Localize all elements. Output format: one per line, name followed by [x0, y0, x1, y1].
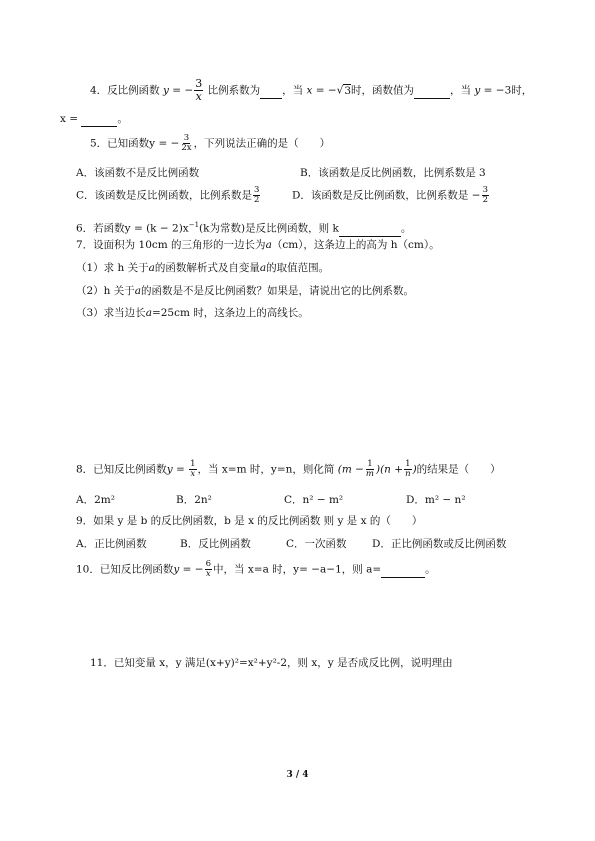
q4-blank-3[interactable]: [81, 112, 117, 127]
q9-stem: 9．如果 y 是 b 的反比例函数，b 是 x 的反比例函数 则 y 是 x 的（ ）: [76, 515, 423, 527]
q4-end: 。: [117, 113, 128, 125]
q6-blank[interactable]: [339, 222, 401, 237]
q4-y2-var: y: [474, 84, 481, 97]
q5-optc-num: 3: [254, 185, 260, 195]
q4-line2: [60, 112, 128, 127]
q5-option-d-fraction: [482, 186, 489, 205]
q5-option-d-text: D．该函数是反比例函数，比例系数是 −: [292, 189, 481, 202]
q7-sub-1: [76, 261, 329, 275]
q7-s2-a-var: a: [134, 285, 142, 297]
q10-eq: = −: [179, 563, 204, 576]
q8-f2-den: n: [405, 469, 411, 479]
q4-frac-num: 3: [195, 77, 203, 90]
q7-stem: [76, 238, 440, 252]
q7-s1-b-var: a: [259, 262, 267, 274]
q9-option-a[interactable]: A．正比例函数: [76, 538, 147, 550]
q8-frac-num: 1: [190, 459, 196, 469]
q5-fraction: [180, 134, 192, 153]
q8-stem-c: 的结果是（ ）: [416, 463, 501, 476]
q9-option-d[interactable]: D．正比例函数或反比例函数: [372, 538, 507, 550]
q5-frac-num: 3: [183, 133, 190, 143]
q4-text-1: 反比例函数: [107, 84, 160, 97]
q6-text-b: (k为常数)是反比例函数，则 k: [199, 222, 339, 235]
q8-expr-b: )(n +: [375, 463, 404, 476]
q4-sqrt-value: 3: [344, 84, 352, 97]
q10-stem-c: 。: [425, 563, 436, 576]
q7-s3-a: （3）求当边长: [76, 307, 146, 319]
q5-option-c[interactable]: [76, 186, 261, 205]
q7-stem-b: （cm），这条边上的高为 h（cm）。: [271, 239, 440, 251]
q8-option-a[interactable]: A．2m²: [76, 494, 115, 506]
q4-text-4: 时，函数值为: [351, 84, 415, 97]
q9-option-c[interactable]: C．一次函数: [286, 538, 347, 550]
q4-text-5: ，当: [450, 84, 472, 97]
q10-frac-den: x: [205, 569, 211, 579]
q5-stem-a: 5．已知函数y = −: [90, 137, 180, 150]
q4-number: 4．: [90, 84, 108, 97]
q8-f1-den: m: [365, 469, 374, 479]
q6-line: [76, 218, 411, 237]
q7-stem-a: 7．设面积为 10cm 的三角形的一边长为: [76, 239, 266, 251]
q8-f1-num: 1: [367, 459, 373, 469]
q9-option-b[interactable]: B．反比例函数: [180, 538, 251, 550]
q8-expr-frac-2: [404, 460, 411, 479]
q8-stem: [76, 460, 501, 479]
q8-expr-c: ): [412, 463, 417, 476]
q4-line1: [90, 78, 532, 103]
page-number: 3 / 4: [286, 770, 309, 780]
q7-s1-b: 的函数解析式及自变量: [154, 262, 260, 274]
q7-s1-c: 的取值范围。: [266, 262, 330, 274]
q4-sqrt-sign: √: [336, 84, 344, 97]
q7-a-var: a: [265, 239, 272, 251]
q4-x-label: x =: [60, 113, 79, 125]
q7-s1-a: （1）求 h 关于: [76, 262, 149, 274]
q8-f2-num: 1: [405, 459, 411, 469]
q8-stem-a: 8．已知反比例函数: [76, 463, 167, 476]
q7-s2-b: 的函数是不是反比例函数？如果是，请说出它的比例系数。: [141, 285, 415, 297]
q4-x-var: x: [306, 84, 313, 97]
q4-frac-den: x: [195, 90, 202, 103]
q4-y-var: y: [163, 84, 169, 97]
q8-option-c[interactable]: C．n² − m²: [284, 494, 344, 506]
q10-stem-a: 10．已知反比例函数: [76, 563, 174, 576]
q4-text-6: 时，: [511, 84, 533, 97]
q10-frac-num: 6: [205, 559, 212, 569]
q8-option-d[interactable]: D．m² − n²: [406, 494, 466, 506]
q4-eq2: = −: [312, 84, 337, 97]
q4-text-3: ，当: [282, 84, 304, 97]
q5-stem-b: ，下列说法正确的是（ ）: [193, 137, 331, 150]
q8-frac-den: x: [190, 469, 196, 479]
q8-expr-frac-1: [365, 460, 375, 479]
q8-expr-a: (m −: [337, 463, 364, 476]
q8-option-b[interactable]: B．2n²: [176, 494, 212, 506]
q4-blank-2[interactable]: [414, 84, 450, 99]
q5-option-b[interactable]: B．该函数是反比例函数，比例系数是 3: [300, 167, 486, 179]
q10-blank[interactable]: [381, 563, 425, 578]
q7-sub-3: [76, 306, 309, 320]
q4-blank-1[interactable]: [260, 84, 282, 99]
q6-text-c: 。: [400, 222, 412, 235]
q5-option-a[interactable]: A．该函数不是反比例函数: [76, 167, 200, 179]
q10-fraction: [205, 560, 212, 579]
q5-option-c-fraction: [253, 186, 260, 205]
q5-optc-den: 2: [254, 195, 260, 205]
q8-fraction: [189, 460, 196, 479]
q5-stem: [90, 134, 330, 153]
q5-frac-den: 2x: [181, 143, 192, 153]
q4-text-2: 比例系数为: [207, 84, 261, 97]
q7-s3-b: =25cm 时，这条边上的高线长。: [151, 307, 309, 319]
q7-s3-a-var: a: [145, 307, 152, 319]
q4-fraction: [194, 78, 203, 103]
q4-eq3: = −3: [480, 84, 512, 97]
q7-s1-a-var: a: [148, 262, 155, 274]
q11-stem: 11．已知变量 x，y 满足(x+y)²=x²+y²-2，则 x，y 是否成反比例，说明理由: [90, 657, 453, 669]
q7-sub-2: [76, 284, 414, 298]
q5-option-c-text: C．该函数是反比例函数，比例系数是: [76, 189, 253, 202]
q10-stem-b: 中，当 x=a 时，y= −a−1，则 a=: [213, 563, 382, 576]
q5-option-d[interactable]: [292, 186, 490, 205]
q10-y-var: y: [173, 563, 180, 576]
q5-optd-num: 3: [482, 185, 488, 195]
q8-y-var: y: [166, 463, 173, 476]
q10-stem: [76, 560, 436, 579]
q6-text-a: 6．若函数y = (k − 2)x: [76, 222, 189, 235]
q6-exponent: −1: [188, 221, 200, 229]
q5-optd-den: 2: [482, 195, 488, 205]
q8-stem-b: ，当 x=m 时，y=n，则化简: [197, 463, 335, 476]
q4-eq: = −: [168, 84, 194, 97]
q7-s2-a: （2）h 关于: [76, 285, 135, 297]
q8-eq: =: [172, 463, 189, 476]
